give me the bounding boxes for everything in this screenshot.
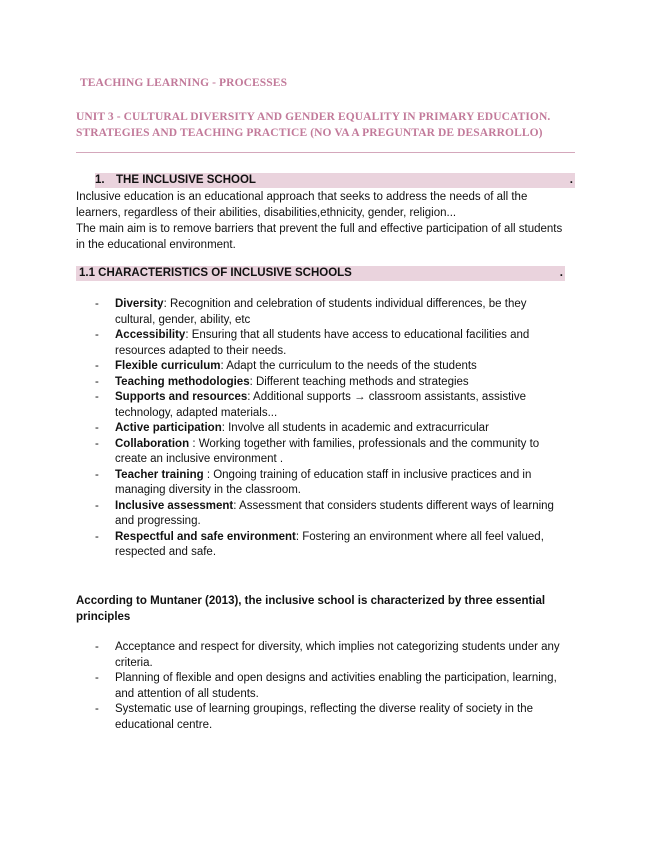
document-title: TEACHING LEARNING - PROCESSES (80, 77, 288, 89)
list-item-text: : Recognition and celebration of students individual differences, be they (163, 298, 527, 310)
list-item-text: : Different teaching methods and strategies (249, 375, 469, 388)
list-item-text: and attention of all students. (115, 687, 259, 700)
list-item (76, 437, 586, 468)
list-item (76, 328, 586, 359)
list-item (76, 499, 586, 530)
characteristics-list (76, 297, 586, 561)
list-item (76, 640, 586, 671)
bullet-dash: - (95, 499, 99, 512)
list-item (76, 702, 586, 733)
list-item-text: technology, adapted materials... (115, 406, 278, 419)
list-item-text: : Additional supports → classroom assistants, assistive (247, 391, 526, 403)
unit-title-line: STRATEGIES AND TEACHING PRACTICE (NO VA A PREGUNTAR DE DESARROLLO) (76, 127, 543, 139)
list-item-text: : Ongoing training of education staff in inclusive practices and in (203, 468, 532, 481)
bullet-dash: - (95, 530, 99, 543)
bullet-dash: - (95, 298, 99, 310)
list-item-term: Flexible curriculum (115, 360, 221, 372)
list-item-term: Accessibility (115, 329, 186, 341)
list-item (76, 421, 586, 437)
list-item-text: Planning of flexible and open designs and activities enabling the participation, learning, (115, 672, 557, 684)
list-item-text: educational centre. (115, 718, 213, 731)
list-item-term: Respectful and safe environment (115, 530, 296, 543)
heading-dot: . (559, 267, 563, 279)
paragraph-line: The main aim is to remove barriers that prevent the full and effective participation of all students (76, 223, 563, 235)
list-item-term: Inclusive assessment (115, 499, 234, 512)
muntaner-intro-line: principles (76, 611, 131, 623)
section-heading-characteristics (76, 266, 565, 281)
list-item-text: Systematic use of learning groupings, reflecting the diverse reality of society in the (115, 703, 534, 715)
section-title: THE INCLUSIVE SCHOOL (116, 174, 256, 186)
muntaner-intro-line: According to Muntaner (2013), the inclusive school is characterized by three essential (76, 595, 546, 607)
section-number: 1. (95, 174, 105, 186)
bullet-dash: - (95, 641, 99, 653)
list-item-term: Teacher training (115, 468, 204, 481)
list-item-term: Supports and resources (115, 391, 248, 403)
heading-dot: . (569, 174, 573, 186)
list-item-text: : Ensuring that all students have access to educational facilities and (185, 329, 530, 341)
list-item-term: Collaboration (115, 437, 190, 450)
list-item-text: and progressing. (115, 515, 201, 527)
list-item-term: Teaching methodologies (115, 375, 250, 388)
list-item (76, 359, 586, 375)
paragraph-line: learners, regardless of their abilities, disabilities,ethnicity, gender, religion... (76, 207, 457, 219)
list-item (76, 671, 586, 702)
bullet-dash: - (95, 437, 99, 450)
bullet-dash: - (95, 672, 99, 684)
list-item-term: Diversity (115, 298, 164, 310)
list-item (76, 390, 586, 421)
paragraph-line: in the educational environment. (76, 239, 236, 251)
unit-title (76, 109, 586, 141)
list-item-text: criteria. (115, 656, 153, 669)
list-item-text: create an inclusive environment . (115, 453, 284, 465)
list-item-text: : Fostering an environment where all feel valued, (295, 530, 544, 543)
paragraph-line: Inclusive education is an educational approach that seeks to address the needs of all the (76, 191, 528, 203)
list-item-text: : Assessment that considers students different ways of learning (233, 499, 554, 512)
bullet-dash: - (95, 329, 99, 341)
list-item-text: cultural, gender, ability, etc (115, 313, 251, 326)
bullet-dash: - (95, 422, 99, 434)
list-item (76, 468, 586, 499)
list-item-text: managing diversity in the classroom. (115, 484, 301, 496)
intro-paragraph (76, 189, 586, 253)
bullet-dash: - (95, 703, 99, 715)
unit-title-line: UNIT 3 - CULTURAL DIVERSITY AND GENDER EQUALITY IN PRIMARY EDUCATION. (76, 111, 551, 123)
section-title: 1.1 CHARACTERISTICS OF INCLUSIVE SCHOOLS (79, 267, 352, 279)
list-item (76, 375, 586, 391)
list-item-text: resources adapted to their needs. (115, 344, 287, 357)
list-item (76, 530, 586, 561)
list-item-text: : Adapt the curriculum to the needs of the students (220, 360, 477, 372)
bullet-dash: - (95, 391, 99, 403)
list-item-text: Acceptance and respect for diversity, which implies not categorizing students under any (115, 641, 560, 653)
bullet-dash: - (95, 375, 99, 388)
list-item-text: respected and safe. (115, 546, 217, 558)
section-heading-inclusive-school (95, 173, 575, 188)
bullet-dash: - (95, 468, 99, 481)
list-item-text: : Involve all students in academic and extracurricular (221, 422, 489, 434)
principles-list (76, 640, 586, 733)
list-item-term: Active participation (115, 422, 222, 434)
list-item-text: : Working together with families, professionals and the community to (189, 437, 540, 450)
bullet-dash: - (95, 360, 99, 372)
muntaner-intro (76, 593, 586, 625)
list-item (76, 297, 586, 328)
horizontal-divider (76, 152, 575, 153)
